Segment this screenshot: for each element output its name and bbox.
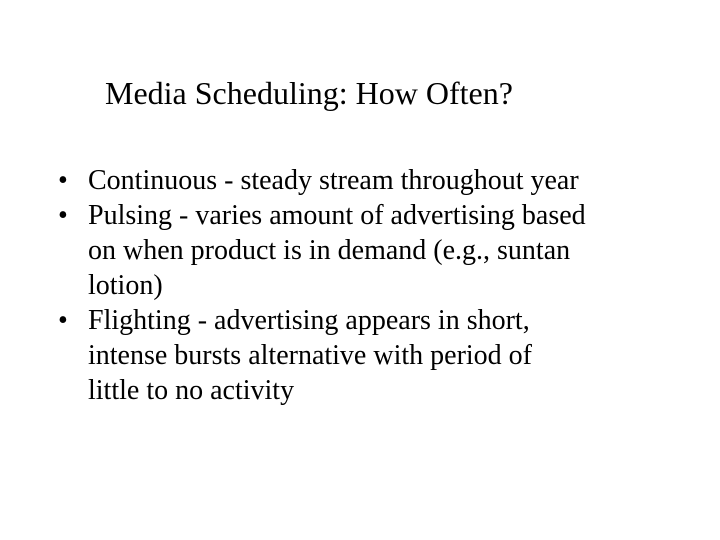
bullet-line: little to no activity bbox=[88, 375, 295, 406]
bullet-list bbox=[58, 163, 678, 408]
bullet-line: Continuous - steady stream throughout year bbox=[88, 165, 579, 196]
bullet-icon: • bbox=[58, 165, 68, 196]
bullet-item-continuous bbox=[58, 163, 678, 198]
bullet-line: Flighting - advertising appears in short, bbox=[88, 305, 530, 336]
bullet-icon: • bbox=[58, 305, 68, 336]
bullet-item-pulsing bbox=[58, 198, 678, 303]
bullet-icon: • bbox=[58, 200, 68, 231]
slide-title: Media Scheduling: How Often? bbox=[105, 75, 513, 111]
bullet-line: Pulsing - varies amount of advertising based bbox=[88, 200, 586, 231]
bullet-line: intense bursts alternative with period of bbox=[88, 340, 532, 371]
bullet-line: on when product is in demand (e.g., suntan bbox=[88, 235, 571, 266]
bullet-item-flighting bbox=[58, 303, 678, 408]
bullet-line: lotion) bbox=[88, 270, 163, 301]
